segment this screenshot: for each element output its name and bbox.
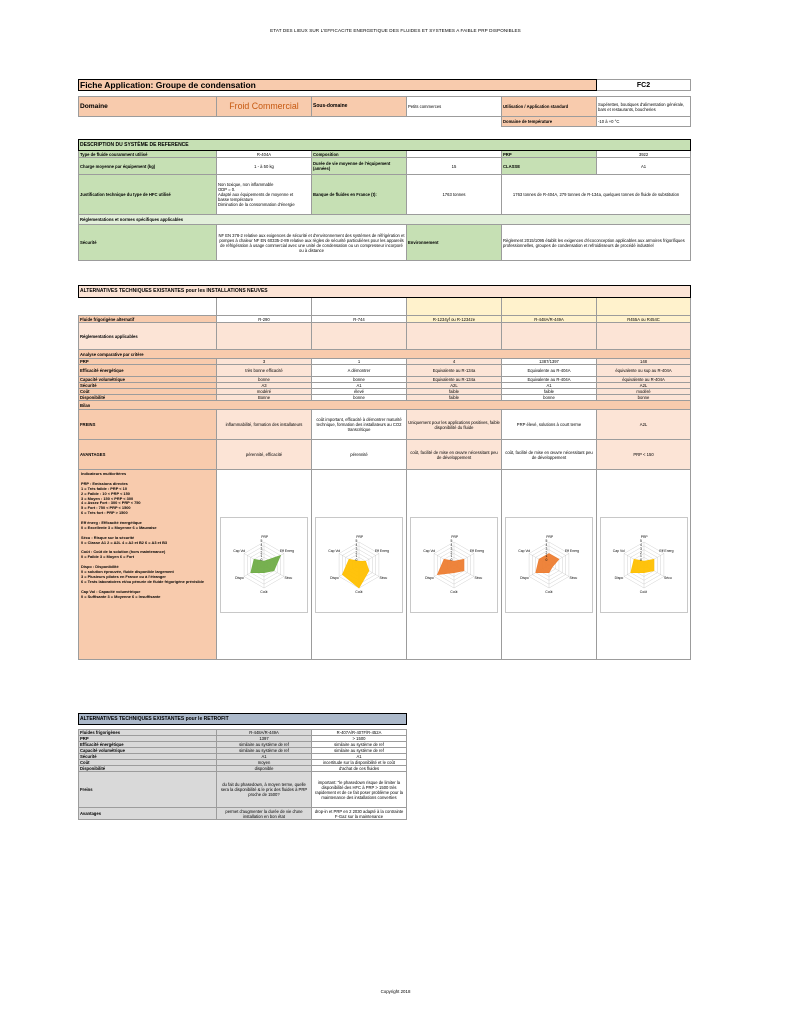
crit-cell: Equivalente au R-404A bbox=[502, 377, 597, 383]
radar-axis-label: Dispo bbox=[520, 576, 529, 581]
composition-label: Composition bbox=[312, 151, 407, 158]
retro-label: Sécurité bbox=[79, 754, 217, 760]
banque-value: 1763 tonnes bbox=[407, 175, 502, 215]
retro-cell: A1 bbox=[217, 754, 312, 760]
crit-cell: équivalente ou sup au R-404A bbox=[597, 365, 691, 377]
radar-axis-label: Cap Vol bbox=[328, 548, 341, 553]
radar-axis-label: Cap Vol bbox=[233, 548, 246, 553]
utilisation-value: Supérettes, boutiques d'alimentation générale, bars et restaurants, boucheries bbox=[597, 97, 691, 117]
radar-axis-label: PRP bbox=[451, 534, 459, 539]
retrofit-section-title: ALTERNATIVES TECHNIQUES EXISTANTES pour le RETROFIT bbox=[79, 714, 407, 725]
radar-tick-label: 5 bbox=[640, 539, 642, 543]
radar-axis-label: Sécu bbox=[569, 576, 578, 581]
crit-cell: 148 bbox=[597, 359, 691, 365]
crit-cell: 1387/1397 bbox=[502, 359, 597, 365]
crit-cell: 1 bbox=[312, 359, 407, 365]
retro-cell: 1397 bbox=[217, 736, 312, 742]
justif-line: Diminution de la consommation d'énergie bbox=[218, 202, 295, 207]
new-install-section-title: ALTERNATIVES TECHNIQUES EXISTANTES pour les INSTALLATIONS NEUVES bbox=[79, 286, 691, 298]
avantages-cell: pérennité, efficacité bbox=[217, 440, 312, 470]
freins-cell: coût important, efficacité à démontrer maturité technique, formation des installateurs au CO2 transcritique bbox=[312, 410, 407, 440]
classe-value: A1 bbox=[597, 158, 691, 175]
radar-axis-label: Sécu bbox=[474, 576, 483, 581]
retro-label: Coût bbox=[79, 760, 217, 766]
radar-svg bbox=[316, 518, 402, 612]
banque-label: Banque de fluides en France (t): bbox=[312, 175, 407, 215]
radar-tick-label: 4 bbox=[545, 542, 548, 547]
prp-label: PRP bbox=[502, 151, 597, 158]
radar-axis-label: Dispo bbox=[330, 576, 339, 581]
radar-svg bbox=[411, 518, 497, 612]
retro-cell: R-448A/R-449A bbox=[217, 730, 312, 736]
justif-line: ODP = 0. bbox=[218, 187, 236, 192]
temp-label: Domaine de température bbox=[502, 117, 597, 127]
new-install-table bbox=[78, 285, 691, 660]
retro-cell: similaire au système de ref bbox=[217, 748, 312, 754]
indicator-line: 0 = Suffisante 3 = Moyenne 6 = Insuffisante bbox=[81, 593, 161, 599]
retro-cell: > 1500 bbox=[312, 736, 407, 742]
crit-label: Sécurité bbox=[79, 383, 217, 389]
classe-label: CLASSE bbox=[502, 158, 597, 175]
avantages-cell: coût, facilité de mise en œuvre nécessitant peu de développement bbox=[407, 440, 502, 470]
indicator-line: Cap Vol : Capacité volumétrique bbox=[81, 588, 141, 594]
crit-cell: faible bbox=[407, 395, 502, 401]
crit-cell: modéré bbox=[217, 389, 312, 395]
retro-cell: d'achat de ces fluides bbox=[312, 766, 407, 772]
justif-line: Non toxique, non inflammable bbox=[218, 182, 274, 187]
radar-axis-label: Coût bbox=[639, 590, 647, 595]
analyse-label: Analyse comparative par critère bbox=[79, 350, 691, 359]
indicator-line: 2 = Faible : 10 < PRP < 150 bbox=[81, 490, 130, 496]
radar-axis-label: Eff Energ bbox=[279, 548, 294, 553]
crit-cell: Equivalente au R-134a bbox=[407, 365, 502, 377]
crit-cell: équivalente au R-404A bbox=[597, 377, 691, 383]
fluide-label: Fluide frigorigène alternatif bbox=[79, 316, 217, 323]
crit-cell: Equivalente au R-134a bbox=[407, 377, 502, 383]
retro-freins-label: Freins bbox=[79, 772, 217, 808]
crit-cell: Equivalente au R-404A bbox=[502, 365, 597, 377]
fiche-title: Fiche Application: Groupe de condensation bbox=[79, 80, 597, 91]
indicator-line: 3 = Plusieurs pilotes en France ou à l'étranger bbox=[81, 573, 166, 579]
indicator-line: 6 = Tests laboratoires et/ou pénurie de fluide frigorigène prévisible bbox=[81, 578, 205, 584]
radar-svg bbox=[601, 518, 687, 612]
radar-axis-label: Eff Energ bbox=[374, 548, 389, 553]
radar-axis-label: Coût bbox=[450, 590, 458, 595]
justif-line: basse température bbox=[218, 197, 253, 202]
radar-tick-label: 3 bbox=[260, 546, 263, 551]
env-label: Environnement bbox=[407, 225, 502, 261]
type-value: R-404A bbox=[217, 151, 312, 158]
indicator-line: 1 = Très faible : PRP < 10 bbox=[81, 485, 127, 491]
radar-axis-label: PRP bbox=[546, 534, 554, 539]
radar-axis-label: Cap Vol bbox=[612, 548, 625, 553]
indicator-line: 0 = Classe A1 2 = A2L 4 = A2 et B2 6 = A3 et B3 bbox=[81, 539, 168, 545]
domaine-value: Froid Commercial bbox=[217, 97, 312, 117]
radar-axis-label: Coût bbox=[355, 590, 363, 595]
regl-title: Réglementations et normes spécifiques applicables bbox=[79, 215, 691, 225]
radar-svg bbox=[506, 518, 592, 612]
retrofit-table bbox=[78, 713, 407, 820]
retro-avantages-cell: drop-in et PRP en 2 2030 adapté à la contrainte F-Gaz sur la maintenance bbox=[312, 808, 407, 820]
radar-tick-label: 4 bbox=[640, 542, 642, 547]
radar-tick-label: 0 bbox=[355, 558, 358, 563]
radar-tick-label: 4 bbox=[355, 542, 358, 547]
avantages-label: AVANTAGES bbox=[79, 440, 217, 470]
regl-applicables-label: Réglementations applicables bbox=[79, 323, 217, 350]
radar-tick-label: 3 bbox=[355, 546, 358, 551]
retro-avantages-cell: permet d'augmenter la durée de vie d'une installation en bon état bbox=[217, 808, 312, 820]
crit-cell: élevé bbox=[312, 389, 407, 395]
avantages-cell: PRP < 150 bbox=[597, 440, 691, 470]
radar-tick-label: 3 bbox=[640, 546, 642, 551]
banque-note: 1763 tonnes de R-404A, 279 tonnes de R-134a, quelques tonnes de fluide de substitution bbox=[502, 175, 691, 215]
avantages-cell: pérennité bbox=[312, 440, 407, 470]
radar-chart bbox=[315, 517, 403, 613]
radar-tick-label: 2 bbox=[545, 550, 548, 555]
radar-cell bbox=[312, 470, 407, 660]
duree-value: 15 bbox=[407, 158, 502, 175]
crit-cell: faible bbox=[502, 389, 597, 395]
fluide-cell: R-1234yf ou R-1234ze bbox=[407, 316, 502, 323]
crit-cell: A1 bbox=[502, 383, 597, 389]
indicator-line: 0 = solution éprouvée, fluide disponible largement bbox=[81, 569, 174, 575]
radar-tick-label: 4 bbox=[260, 542, 263, 547]
temp-value: -10 à +0 °C bbox=[597, 117, 691, 127]
retro-label: Capacité volumétrique bbox=[79, 748, 217, 754]
sous-domaine-value: Petits commerces bbox=[407, 97, 502, 117]
indicator-line: 0 = Faible 3 = Moyen 6 = Fort bbox=[81, 554, 135, 560]
retro-cell: similaire au système de ref bbox=[312, 742, 407, 748]
crit-cell: Bonne bbox=[217, 395, 312, 401]
retro-label: PRP bbox=[79, 736, 217, 742]
freins-cell: Uniquement pour les applications positives, faible disponibilité du fluide bbox=[407, 410, 502, 440]
retro-cell: R-407A/R-407F/R-452A bbox=[312, 730, 407, 736]
radar-chart bbox=[600, 517, 688, 613]
radar-tick-label: 2 bbox=[260, 550, 263, 555]
sous-domaine-label: Sous-domaine bbox=[312, 97, 407, 117]
indicator-line: Coût : Coût de la solution (hors maintenance) bbox=[81, 549, 166, 555]
fluide-cell: R-448A/R-449A bbox=[502, 316, 597, 323]
radar-tick-label: 5 bbox=[545, 539, 548, 543]
radar-svg bbox=[221, 518, 307, 612]
indicator-line: Sécu : Risque sur la sécurité bbox=[81, 534, 135, 540]
reference-section-title: DESCRIPTION DU SYSTÈME DE REFERENCE bbox=[79, 140, 691, 151]
crit-cell: modéré bbox=[597, 389, 691, 395]
domaine-table bbox=[78, 96, 691, 127]
justif-value bbox=[217, 175, 312, 215]
radar-axis-label: Dispo bbox=[235, 576, 244, 581]
radar-chart bbox=[505, 517, 593, 613]
indicators-legend bbox=[79, 470, 217, 660]
radar-tick-label: 0 bbox=[545, 558, 548, 563]
fiche-header-table bbox=[78, 79, 691, 91]
justif-line: Adapté aux équipements de moyenne et bbox=[218, 192, 294, 197]
prp-value: 3922 bbox=[597, 151, 691, 158]
radar-tick-label: 5 bbox=[450, 539, 453, 543]
indicator-line: 6 = Très fort : PRP > 1500 bbox=[81, 510, 128, 516]
radar-cell bbox=[407, 470, 502, 660]
radar-series-area bbox=[342, 559, 369, 588]
fluide-cell: R455A ou R454C bbox=[597, 316, 691, 323]
charge-value: 1 - à 50 kg bbox=[217, 158, 312, 175]
freins-cell: inflammabilité, formation des installateurs bbox=[217, 410, 312, 440]
radar-axis-label: PRP bbox=[261, 534, 269, 539]
radar-cell bbox=[217, 470, 312, 660]
securite-label: Sécurité bbox=[79, 225, 217, 261]
radar-tick-label: 1 bbox=[355, 554, 358, 559]
crit-cell: A2L bbox=[407, 383, 502, 389]
crit-cell: bonne bbox=[312, 395, 407, 401]
duree-label: Durée de vie moyenne de l'équipement (années) bbox=[312, 158, 407, 175]
retro-label: Fluides frigorigènes bbox=[79, 730, 217, 736]
crit-cell: bonne bbox=[312, 377, 407, 383]
crit-cell: faible bbox=[407, 389, 502, 395]
domaine-label: Domaine bbox=[79, 97, 217, 117]
indicator-line: PRP : Emissions directes bbox=[81, 480, 128, 486]
retro-cell: incertitude sur la disponibilité et le coût bbox=[312, 760, 407, 766]
radar-axis-label: Dispo bbox=[425, 576, 434, 581]
radar-tick-label: 2 bbox=[450, 550, 453, 555]
avantages-cell: coût, facilité de mise en œuvre nécessitant peu de développement bbox=[502, 440, 597, 470]
reference-table bbox=[78, 139, 691, 261]
crit-label: Disponibilité bbox=[79, 395, 217, 401]
retro-cell: similaire au système de ref bbox=[312, 748, 407, 754]
crit-label: Efficacité énergétique bbox=[79, 365, 217, 377]
radar-tick-label: 1 bbox=[545, 554, 548, 559]
radar-tick-label: 5 bbox=[260, 539, 263, 543]
crit-cell: très bonne efficacité bbox=[217, 365, 312, 377]
crit-cell: bonne bbox=[597, 395, 691, 401]
page-footer: Copyright 2018 bbox=[380, 989, 411, 994]
crit-label: Coût bbox=[79, 389, 217, 395]
retro-freins-cell: important: "le phasedown risque de limiter la disponibilité des HFC à PRP > 1500 très rapidement et de ce fait poser problème pour la maintenance des installations converties bbox=[312, 772, 407, 808]
crit-cell: bonne bbox=[217, 377, 312, 383]
radar-tick-label: 2 bbox=[640, 550, 642, 555]
crit-label: PRP bbox=[79, 359, 217, 365]
radar-axis-label: Eff Energ bbox=[564, 548, 579, 553]
crit-cell: 4 bbox=[407, 359, 502, 365]
indicator-line: Eff énerg : Efficacité énergétique bbox=[81, 520, 142, 526]
retro-label: Efficacité énergétique bbox=[79, 742, 217, 748]
bilan-label: Bilan bbox=[79, 401, 691, 410]
radar-tick-label: 1 bbox=[640, 554, 642, 559]
radar-axis-label: PRP bbox=[356, 534, 364, 539]
env-text: Règlement 2015/1095 établit les exigences d'écoconception applicables aux armoires frigorifiques professionnelles, groupes de condensation et refroidisseurs de procédé industriel bbox=[502, 225, 691, 261]
radar-series-area bbox=[251, 555, 281, 572]
retro-label: Disponibilité bbox=[79, 766, 217, 772]
radar-tick-label: 2 bbox=[355, 550, 358, 555]
crit-cell: bonne bbox=[502, 395, 597, 401]
retro-freins-cell: du fait du phasedown, à moyen terme, quelle sera la disponibilité & le prix des fluides à PRP proche de 1500? bbox=[217, 772, 312, 808]
fiche-code: FC2 bbox=[597, 80, 691, 91]
radar-axis-label: Sécu bbox=[379, 576, 388, 581]
radar-axis-label: Cap Vol bbox=[423, 548, 436, 553]
radar-axis-label: Sécu bbox=[284, 576, 293, 581]
type-label: Type de fluide couramment utilisé bbox=[79, 151, 217, 158]
radar-cell bbox=[597, 470, 691, 660]
radar-axis-label: Eff Energ bbox=[659, 548, 674, 553]
radar-axis-label: Cap Vol bbox=[518, 548, 531, 553]
page-header: ETAT DES LIEUX SUR L'EFFICACITE ENERGETIQUE DES FLUIDES ET SYSTEMES A FAIBLE PRP DISPONIBLES bbox=[270, 28, 521, 33]
charge-label: Charge moyenne par équipement (kg) bbox=[79, 158, 217, 175]
indicator-line: 0 = Excellente 3 = Moyenne 6 = Mauvaise bbox=[81, 524, 157, 530]
crit-cell: 3 bbox=[217, 359, 312, 365]
radar-chart bbox=[410, 517, 498, 613]
utilisation-label: Utilisation / Application standard bbox=[502, 97, 597, 117]
crit-cell: A3 bbox=[217, 383, 312, 389]
securite-text: NF EN 378-2 relative aux exigences de sécurité et d'environnement des systèmes de réfrigération et pompes à chaleur NF EN 60335-2-89 relative aux règles de sécurité particulières pour les appareils de réfrigération à usage commercial avec une unité de condensation ou un compresseur incorporé ou à distance bbox=[217, 225, 407, 261]
freins-cell: A2L bbox=[597, 410, 691, 440]
radar-tick-label: 3 bbox=[450, 546, 453, 551]
retro-cell: moyen bbox=[217, 760, 312, 766]
freins-label: FREINS bbox=[79, 410, 217, 440]
retro-cell: disponible bbox=[217, 766, 312, 772]
indicator-line: Dispo : Disponibilité bbox=[81, 564, 119, 570]
fluide-cell: R-290 bbox=[217, 316, 312, 323]
radar-chart bbox=[220, 517, 308, 613]
radar-tick-label: 0 bbox=[640, 558, 642, 563]
freins-cell: PRP élevé, solutions à court terme bbox=[502, 410, 597, 440]
radar-tick-label: 0 bbox=[260, 558, 263, 563]
indicator-line: Indicateurs multicritères bbox=[81, 471, 127, 476]
radar-axis-label: Coût bbox=[260, 590, 268, 595]
radar-cell bbox=[502, 470, 597, 660]
justif-label: Justification technique du type de HFC utilisé bbox=[79, 175, 217, 215]
radar-tick-label: 4 bbox=[450, 542, 453, 547]
crit-label: Capacité volumétrique bbox=[79, 377, 217, 383]
radar-tick-label: 1 bbox=[450, 554, 453, 559]
radar-tick-label: 0 bbox=[450, 558, 453, 563]
indicator-line: 3 = Moyen : 150 < PRP < 300 bbox=[81, 495, 134, 501]
radar-tick-label: 1 bbox=[260, 554, 263, 559]
radar-axis-label: PRP bbox=[640, 534, 648, 539]
radar-axis-label: Eff Energ bbox=[469, 548, 484, 553]
radar-tick-label: 3 bbox=[545, 546, 548, 551]
crit-cell: A2L bbox=[597, 383, 691, 389]
radar-axis-label: Sécu bbox=[664, 576, 672, 581]
indicator-line: 5 = Fort : 750 < PRP < 1500 bbox=[81, 505, 131, 511]
retro-cell: A1 bbox=[312, 754, 407, 760]
fluide-cell: R-744 bbox=[312, 316, 407, 323]
crit-cell: A1 bbox=[312, 383, 407, 389]
radar-axis-label: Dispo bbox=[614, 576, 624, 581]
radar-tick-label: 5 bbox=[355, 539, 358, 543]
indicator-line: 4 = Assez Fort : 300 < PRP < 750 bbox=[81, 500, 141, 506]
crit-cell: A démontrer bbox=[312, 365, 407, 377]
retro-cell: similaire au système de ref bbox=[217, 742, 312, 748]
retro-avantages-label: Avantages bbox=[79, 808, 217, 820]
radar-axis-label: Coût bbox=[545, 590, 553, 595]
